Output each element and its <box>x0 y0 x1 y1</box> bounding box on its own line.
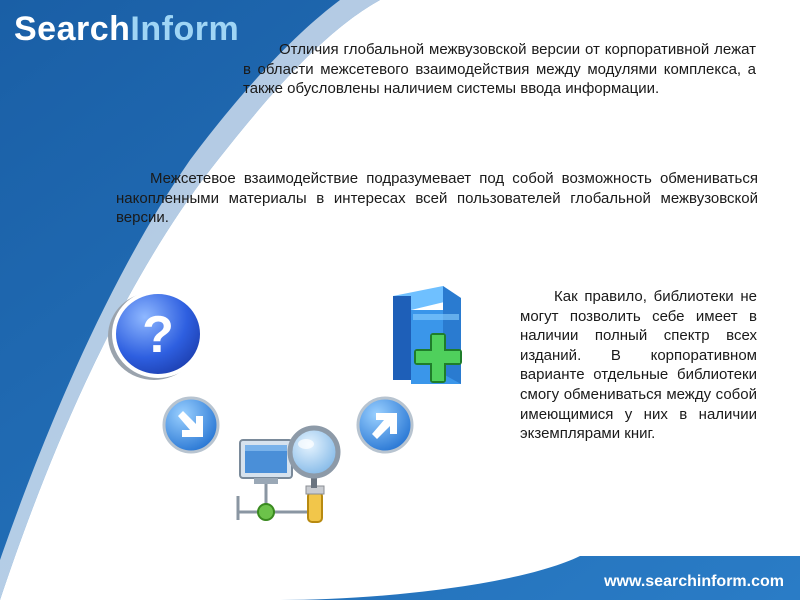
network-search-icon <box>234 420 346 532</box>
svg-text:?: ? <box>142 306 174 364</box>
logo-text-inform: Inform <box>130 10 240 48</box>
arrow-up-right-icon <box>356 396 414 454</box>
logo-text-search: Search <box>14 10 131 48</box>
arrow-down-right-icon <box>162 396 220 454</box>
book-add-icon <box>383 284 483 388</box>
paragraph-network-interaction: Межсетевое взаимодействие подразумевает под собой возможность обмениваться накопленными материалы в интересах всей пользователей глобальной межвузовской версии. <box>116 170 758 226</box>
paragraph-differences: Отличия глобальной межвузовской версии от корпоративной лежат в области межсетевого взаимодействия между модулями комплекса, а также обусловлены наличием системы ввода информации. <box>243 41 756 97</box>
footer-website-link[interactable]: www.searchinform.com <box>604 573 784 590</box>
question-mark-icon <box>104 286 208 386</box>
paragraph-libraries: Как правило, библиотеки не могут позволить себе имеет в наличии полный спектр всех изданий. В корпоративном варианте отдельные библиотеки смогу обмениваться между собой имеющимися у них в наличии экземплярами книг. <box>520 288 757 443</box>
searchinform-logo <box>14 10 239 49</box>
